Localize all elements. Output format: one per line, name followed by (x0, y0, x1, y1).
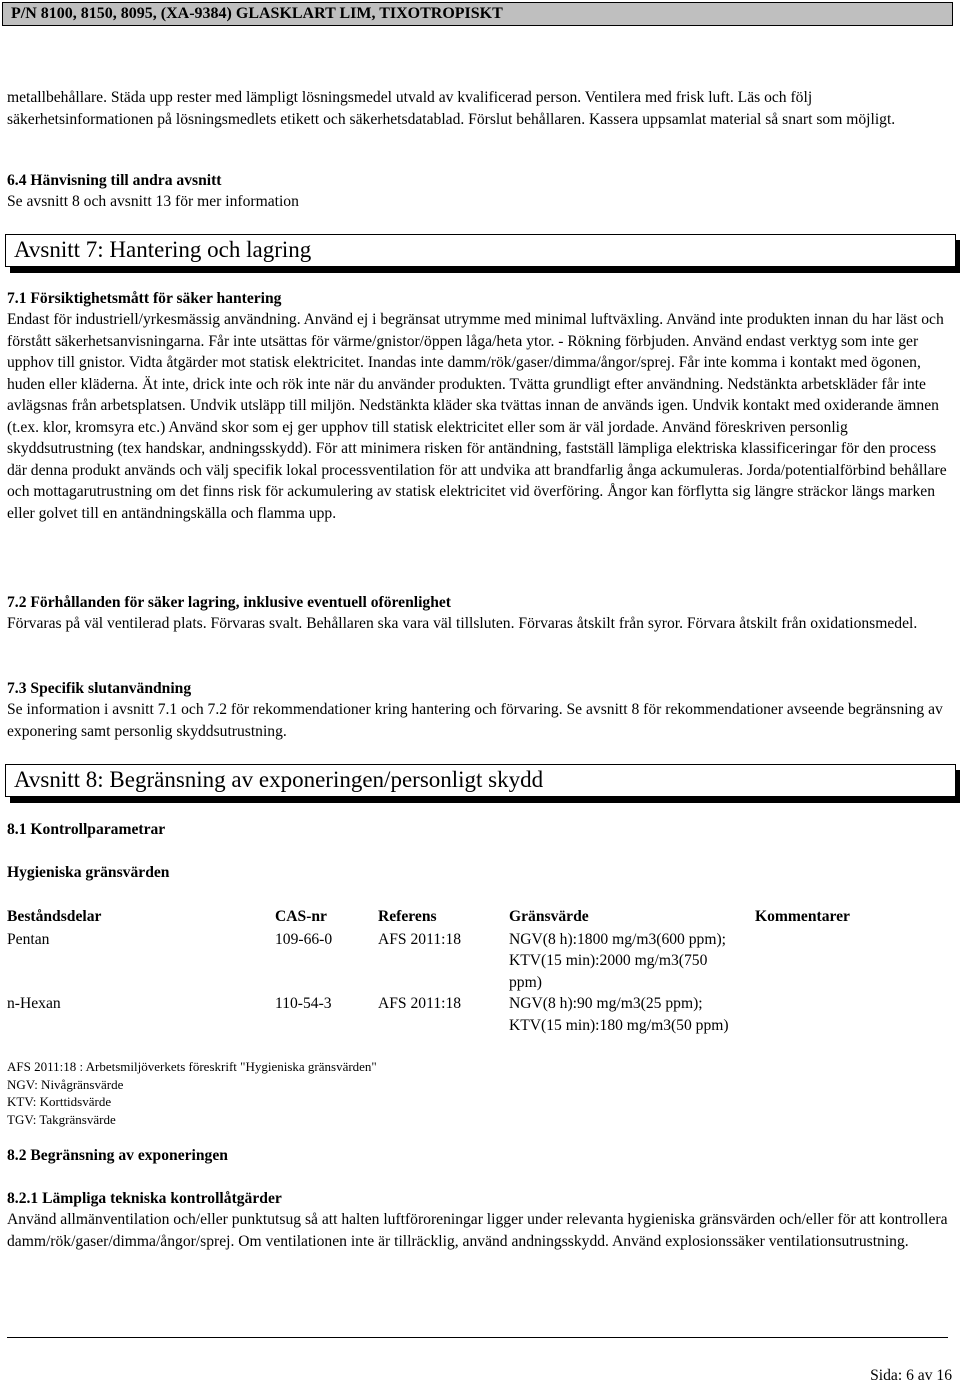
table-cell: 110-54-3 (275, 995, 332, 1012)
paragraph-6-4: Se avsnitt 8 och avsnitt 13 för mer information (7, 193, 299, 210)
heading-7-2: 7.2 Förhållanden för säker lagring, inklusive eventuell oförenlighet (7, 594, 452, 611)
table-cell (755, 993, 935, 1036)
table-cell: AFS 2011:18 (378, 995, 462, 1012)
heading-6-4: 6.4 Hänvisning till andra avsnitt (7, 172, 222, 189)
table-header-row (7, 906, 935, 929)
heading-8-2-1: 8.2.1 Lämpliga tekniska kontrollåtgärder (7, 1190, 282, 1207)
column-header: CAS-nr (275, 908, 327, 925)
table-cell: AFS 2011:18 (378, 930, 462, 948)
table-cell: n-Hexan (7, 995, 61, 1012)
table-cell: 109-66-0 (275, 930, 333, 948)
table-row (7, 929, 935, 994)
paragraph-7-2: Förvaras på väl ventilerad plats. Förvaras svalt. Behållaren ska vara väl tillsluten. Förvaras åtskilt från syror. Förvara åtskilt från oxidationsmedel. (7, 615, 918, 632)
section7-header (5, 234, 956, 267)
table-cell: NGV(8 h):90 mg/m3(25 ppm); KTV(15 min):180 mg/m3(50 ppm) (509, 995, 729, 1034)
page-number: Sida: 6 av 16 (870, 1367, 952, 1384)
legend-item: TGV: Takgränsvärde (7, 1111, 116, 1127)
heading-7-1: 7.1 Försiktighetsmått för säker hantering (7, 290, 282, 307)
column-header: Kommentarer (755, 908, 850, 925)
heading-7-3: 7.3 Specifik slutanvändning (7, 680, 192, 697)
table-cell: Pentan (7, 930, 50, 948)
table-row (7, 993, 935, 1036)
column-header: Beståndsdelar (7, 908, 102, 925)
legend-item: AFS 2011:18 : Arbetsmiljöverkets föreskrift "Hygieniska gränsvärden" (7, 1059, 377, 1074)
paragraph-8-2-1: Använd allmänventilation och/eller punktutsug så att halten luftföroreningar ligger under relevanta hygieniska gränsvärden och/eller för att kontrollera damm/rök/gaser/dimma/ångor/sprej. Om ventilationen inte är tillräcklig, använd andningsskydd. Använd explosionssäker ventilationsutrustning. (7, 1211, 948, 1250)
header-title: P/N 8100, 8150, 8095, (XA-9384) GLASKLART LIM, TIXOTROPISKT (11, 5, 503, 22)
exposure-limits-table (7, 906, 935, 1036)
paragraph-7-3: Se information i avsnitt 7.1 och 7.2 för rekommendationer kring hantering och förvaring. Se avsnitt 8 för rekommendationer avseende begränsning av exponering samt personlig skyddsutrustning. (7, 701, 943, 740)
heading-hygienic-limits: Hygieniska gränsvärden (7, 864, 170, 881)
section8-title: Avsnitt 8: Begränsning av exponeringen/personligt skydd (14, 767, 544, 792)
section6-paragraph: metallbehållare. Städa upp rester med lämpligt lösningsmedel utvald av kvalificerad person. Ventilera med frisk luft. Läs och följ säkerhetsinformationen på lösningsmedlets etikett och säkerhetsdatablad. Förslut behållaren. Kassera uppsamlat material så snart som möjligt. (7, 89, 896, 128)
legend-item: NGV: Nivågränsvärde (7, 1076, 124, 1092)
document-header (2, 2, 953, 26)
abbreviation-legend (7, 1058, 377, 1128)
table-cell: NGV(8 h):1800 mg/m3(600 ppm); KTV(15 min):2000 mg/m3(750 ppm) (509, 930, 726, 991)
heading-8-2: 8.2 Begränsning av exponeringen (7, 1147, 228, 1164)
section7-title: Avsnitt 7: Hantering och lagring (14, 237, 312, 262)
heading-8-1: 8.1 Kontrollparametrar (7, 821, 166, 838)
paragraph-7-1: Endast för industriell/yrkesmässig användning. Använd ej i begränsat utrymme med minimal luftväxling. Använd inte produkten innan du har läst och förstått säkerhetsanvisningarna. Får inte utsättas för värme/gnistor/öppen låga/heta ytor. - Rökning förbjuden. Använd endast verktyg som inte ger upphov till gnistor. Vidta åtgärder mot statisk elektricitet. Inandas inte damm/rök/gaser/dimma/ångor/sprej. Får inte komma i kontakt med ögonen, huden eller kläderna. Ät inte, drick inte och rök inte när du använder produkten. Tvätta grundligt efter användning. Nedstänkta arbetskläder får inte avlägsnas från arbetsplatsen. Undvik utsläpp till miljön. Nedstänkta kläder ska tvättas innan de används igen. Undvik kontakt med oxiderande ämnen (t.ex. klor, kromsyra etc.) Använd skor som ej ger upphov till statisk elektricitet eller som är väl jordade. Använd föreskriven personlig skyddsutrustning (tex handskar, andningsskydd). För att minimera risken för antändning, fastställ lämpliga elektriska klassificeringar för den process där denna produkt används och välj specifik lokal processventilation för att undvika att brandfarlig ånga ackumuleras. Jorda/potentialförbind behållare och mottagarutrustning om det finns risk för ackumulering av statisk elektricitet vid överföring. Ångor kan förflytta sig längre sträckor längs marken eller golvet till en antändningskälla och flamma upp. (7, 311, 947, 522)
column-header: Referens (378, 908, 437, 925)
legend-item: KTV: Korttidsvärde (7, 1094, 112, 1109)
section8-header (5, 764, 956, 797)
footer-divider (7, 1337, 948, 1338)
table-cell (755, 929, 935, 994)
column-header: Gränsvärde (509, 908, 589, 925)
